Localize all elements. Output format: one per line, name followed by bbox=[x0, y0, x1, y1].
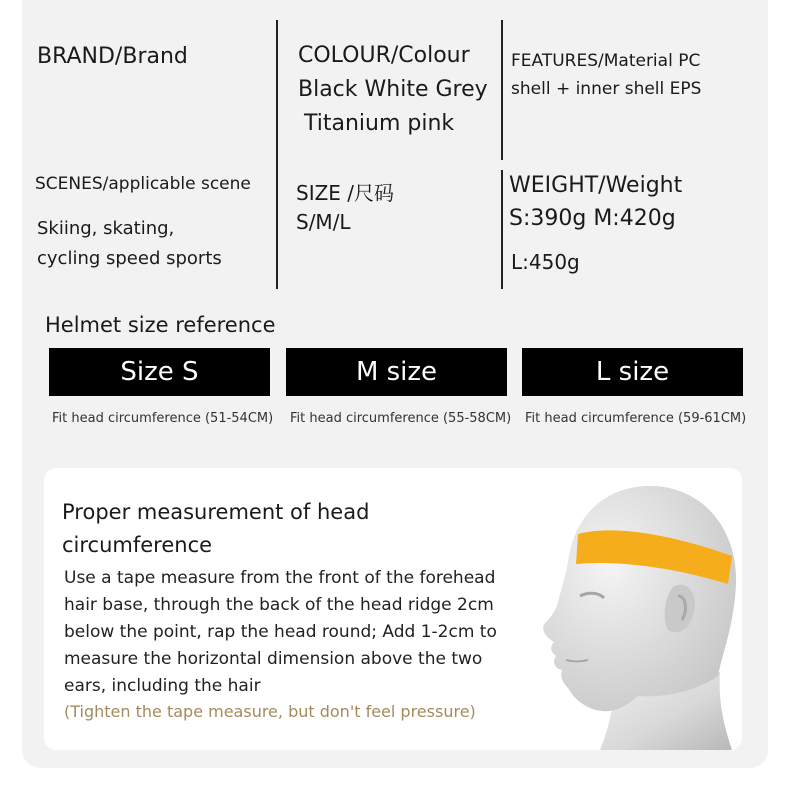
instruction-line: hair base, through the back of the head ridge 2cm bbox=[64, 595, 494, 615]
scenes-value-line1: Skiing, skating, bbox=[37, 218, 175, 239]
weight-value-line2: L:450g bbox=[511, 250, 580, 274]
size-l-fit: Fit head circumference (59-61CM) bbox=[525, 411, 747, 426]
features-line2: shell + inner shell EPS bbox=[511, 79, 702, 99]
weight-value-line1: S:390g M:420g bbox=[509, 206, 676, 231]
size-s-tab: Size S bbox=[49, 348, 270, 396]
instruction-line: Use a tape measure from the front of the forehead bbox=[64, 568, 496, 588]
size-value: S/M/L bbox=[296, 210, 351, 234]
colour-value-line2: Titanium pink bbox=[304, 111, 455, 136]
instruction-line: below the point, rap the head round; Add 1-2cm to bbox=[64, 622, 497, 642]
measurement-instructions bbox=[64, 565, 504, 700]
column-divider-1 bbox=[276, 20, 278, 289]
colour-label: COLOUR/Colour bbox=[298, 43, 470, 68]
measurement-note: (Tighten the tape measure, but don't feel pressure) bbox=[64, 702, 476, 721]
size-m-tab: M size bbox=[286, 348, 507, 396]
measurement-heading bbox=[62, 496, 402, 562]
measurement-heading-line2: circumference bbox=[62, 533, 213, 557]
brand-label: BRAND/Brand bbox=[37, 44, 188, 69]
scenes-label: SCENES/applicable scene bbox=[35, 174, 251, 194]
column-divider-2-top bbox=[501, 20, 503, 160]
size-reference-title: Helmet size reference bbox=[45, 313, 276, 337]
instruction-line: measure the horizontal dimension above the two bbox=[64, 649, 483, 669]
weight-label: WEIGHT/Weight bbox=[509, 173, 683, 198]
features-line1: FEATURES/Material PC bbox=[511, 51, 701, 71]
column-divider-2-bottom bbox=[501, 170, 503, 289]
colour-value-line1: Black White Grey bbox=[298, 77, 488, 102]
size-m-fit: Fit head circumference (55-58CM) bbox=[290, 411, 512, 426]
measurement-card bbox=[44, 468, 742, 750]
scenes-value-line2: cycling speed sports bbox=[37, 248, 222, 269]
instruction-line: ears, including the hair bbox=[64, 676, 261, 696]
size-label: SIZE /尺码 bbox=[296, 181, 395, 205]
size-l-tab: L size bbox=[522, 348, 743, 396]
mannequin-head-illustration bbox=[496, 476, 742, 750]
measurement-heading-line1: Proper measurement of head bbox=[62, 500, 370, 524]
mannequin-head bbox=[543, 486, 736, 711]
size-s-fit: Fit head circumference (51-54CM) bbox=[52, 411, 274, 426]
